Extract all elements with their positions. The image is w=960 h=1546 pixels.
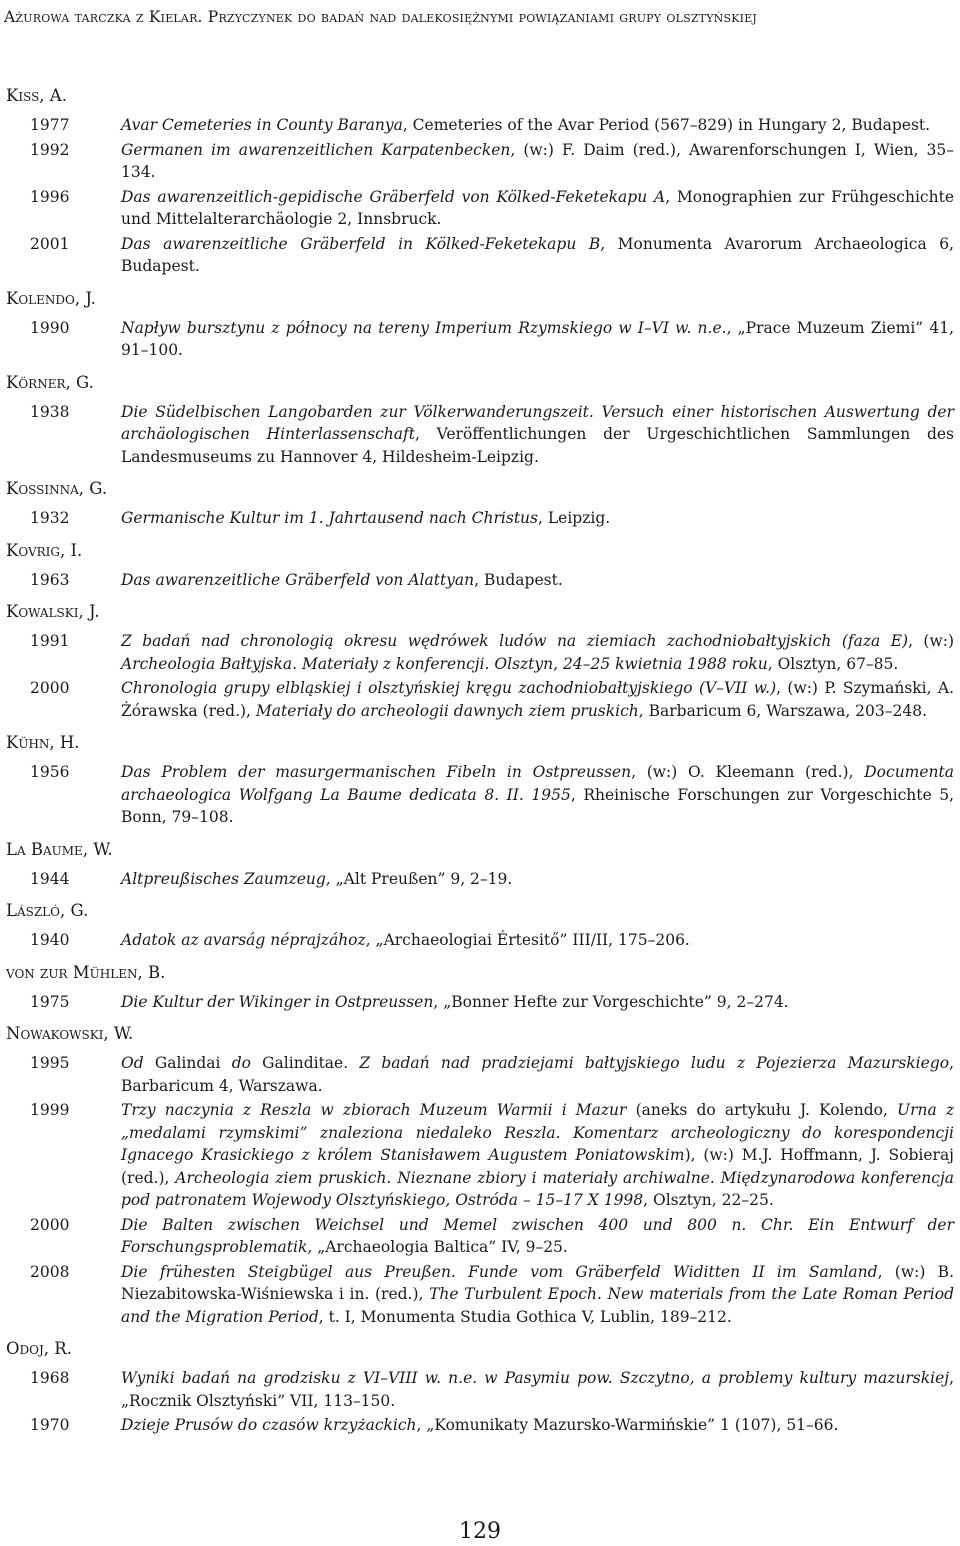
reference-text: , t. I, Monumenta Studia Gothica V, Lublin, 189–212. — [318, 1307, 732, 1326]
author-heading: Kovrig, I. — [6, 540, 83, 560]
author-heading: Kowalski, J. — [6, 602, 100, 621]
reference-title: Napływ bursztynu z północy na tereny Imperium Rzymskiego w I–VI w. n.e. — [121, 318, 727, 337]
entry-year: 1991 — [30, 632, 70, 650]
entry-year: 2000 — [30, 1215, 70, 1234]
entry-reference — [121, 677, 956, 722]
entry-reference — [121, 1261, 956, 1329]
reference-text: ), (w:) M.J. Hoffmann, J. Sobieraj (red.), — [121, 1146, 954, 1187]
reference-title: Das Problem der masurgermanischen Fibeln in Ostpreussen — [121, 763, 632, 781]
entry-year: 1940 — [30, 931, 70, 949]
reference-text: , „Archaeologiai Értesitő” III/II, 175–206. — [365, 931, 690, 949]
reference-title: Dzieje Prusów do czasów krzyżackich — [121, 1416, 417, 1434]
reference-text: , Olsztyn, 22–25. — [643, 1191, 774, 1209]
reference-title: Das awarenzeitliche Gräberfeld in Kölked-Feketekapu B — [121, 234, 601, 253]
entry-reference — [121, 630, 956, 675]
bibliography-entry — [6, 569, 956, 592]
entry-reference — [121, 507, 956, 530]
reference-title: do — [231, 1054, 251, 1072]
author-heading: Nowakowski, W. — [6, 1024, 134, 1043]
author-heading: Kühn, H. — [6, 733, 80, 752]
entry-year: 1975 — [30, 992, 70, 1011]
entry-year: 1963 — [30, 570, 70, 589]
reference-text: , (w:) — [908, 632, 954, 650]
bibliography-entry — [6, 186, 956, 231]
entry-reference — [121, 186, 956, 231]
entry-year: 1956 — [30, 763, 70, 781]
reference-title: Die Balten zwischen Weichsel und Memel zwischen 400 und 800 n. Chr. Ein Entwurf der Forschungsproblematik — [121, 1215, 954, 1256]
entry-year: 1977 — [30, 116, 70, 134]
bibliography-entry — [6, 1099, 956, 1212]
entry-reference — [121, 868, 956, 891]
reference-title: Die Kultur der Wikinger in Ostpreussen — [121, 992, 434, 1011]
reference-text: Galinditae. — [250, 1054, 360, 1072]
reference-title: Documenta archaeologica Wolfgang La Baume dedicata 8. II. 1955 — [121, 763, 954, 804]
reference-title: Avar Cemeteries in County Baranya — [121, 116, 403, 134]
reference-text: , Rheinische Forschungen zur Vorgeschichte 5, Bonn, 79–108. — [121, 785, 954, 826]
reference-text: , „Komunikaty Mazursko-Warmińskie” 1 (107), 51–66. — [416, 1416, 839, 1434]
reference-title: Z badań nad chronologią okresu wędrówek ludów na ziemiach zachodniobałtyjskich (faza E) — [121, 632, 909, 650]
entry-year: 1944 — [30, 869, 70, 888]
entry-year: 1995 — [30, 1054, 70, 1072]
reference-title: Die frühesten Steigbügel aus Preußen. Funde vom Gräberfeld Widitten II im Samland — [121, 1262, 878, 1281]
entry-year: 1992 — [30, 140, 70, 159]
entry-reference — [121, 929, 956, 952]
entry-reference — [121, 401, 956, 469]
bibliography-entry — [6, 233, 956, 278]
entry-reference — [121, 761, 956, 829]
bibliography-entry — [6, 1414, 956, 1437]
author-heading: László, G. — [6, 901, 89, 920]
entry-year: 1999 — [30, 1101, 70, 1119]
author-heading: Odoj, R. — [6, 1339, 72, 1358]
author-heading: Körner, G. — [6, 372, 94, 392]
bibliography-entry — [6, 868, 956, 891]
reference-text: , (w:) F. Daim (red.), Awarenforschungen I, Wien, 35–134. — [121, 140, 955, 181]
reference-text: , Cemeteries of the Avar Period (567–829) in Hungary 2, Budapest. — [402, 116, 931, 134]
bibliography-entry — [6, 677, 956, 722]
entry-year: 2008 — [30, 1262, 70, 1281]
entry-year: 1932 — [30, 509, 70, 527]
bibliography-entry — [6, 991, 956, 1014]
reference-title: Die Südelbischen Langobarden zur Völkerwanderungszeit. Versuch einer historischen Auswertung der archäologischen Hinterlassenschaft — [121, 402, 954, 443]
entry-reference — [121, 114, 956, 137]
author-heading: Kolendo, J. — [6, 288, 96, 308]
entry-year: 2000 — [30, 679, 70, 697]
reference-title: Altpreußisches Zaumzeug — [121, 869, 326, 888]
reference-title: Chronologia grupy elbląskiej i olsztyńskiej kręgu zachodniobałtyjskiego (V–VII w.) — [121, 679, 777, 697]
reference-text: , „Alt Preußen” 9, 2–19. — [325, 869, 513, 888]
author-heading: von zur Mühlen, B. — [6, 962, 166, 982]
author-heading: Kiss, A. — [6, 86, 67, 105]
bibliography-entry — [6, 929, 956, 952]
reference-text: , Budapest. — [474, 570, 563, 589]
entry-reference — [121, 139, 956, 184]
reference-text: , „Rocznik Olsztyński” VII, 113–150. — [121, 1369, 954, 1410]
bibliography-entry — [6, 114, 956, 137]
bibliography-entry — [6, 507, 956, 530]
reference-text: , „Archaeologia Baltica” IV, 9–25. — [307, 1238, 568, 1256]
bibliography-entry — [6, 630, 956, 675]
entry-year: 1996 — [30, 187, 70, 206]
entry-reference — [121, 1367, 956, 1412]
reference-text: , Olsztyn, 67–85. — [767, 654, 899, 673]
reference-text: , (w:) P. Szymański, A. Żórawska (red.), — [121, 679, 955, 720]
entry-year: 1938 — [30, 402, 70, 421]
author-heading: La Baume, W. — [6, 839, 113, 859]
reference-text: , Monumenta Avarorum Archaeologica 6, Budapest. — [121, 234, 954, 275]
entry-reference — [121, 317, 956, 362]
reference-title: Germanische Kultur im 1. Jahrtausend nach Christus — [121, 509, 538, 527]
reference-title: Od — [121, 1054, 144, 1072]
reference-title: Archeologia ziem pruskich. Nieznane zbiory i materiały archiwalne. Międzynarodowa konferencja pod patronatem Wojewody Olsztyńskiego, Ostróda – 15–17 X 1998 — [121, 1168, 954, 1209]
bibliography-entry — [6, 1214, 956, 1259]
reference-title: Adatok az avarság néprajzához — [121, 931, 366, 949]
bibliography-entry — [6, 401, 956, 469]
bibliography-entry — [6, 1367, 956, 1412]
entry-year: 1990 — [30, 318, 70, 337]
bibliography-entry — [6, 1052, 956, 1097]
reference-title: Germanen im awarenzeitlichen Karpatenbecken — [121, 140, 511, 159]
reference-title: Trzy naczynia z Reszla w zbiorach Muzeum Warmii i Mazur — [121, 1101, 627, 1119]
reference-title: Z badań nad pradziejami bałtyjskiego ludu z Pojezierza Mazurskiego — [359, 1054, 950, 1072]
reference-text: , „Bonner Hefte zur Vorgeschichte” 9, 2–274. — [433, 992, 789, 1011]
reference-text: , Veröffentlichungen der Urgeschichtlichen Sammlungen des Landesmuseums zu Hannover 4, Hildesheim-Leipzig. — [121, 425, 954, 466]
bibliography-entry — [6, 761, 956, 829]
entry-reference — [121, 233, 956, 278]
author-heading: Kossinna, G. — [6, 479, 108, 498]
reference-title: Das awarenzeitliche Gräberfeld von Alattyan — [121, 570, 475, 589]
bibliography — [6, 85, 956, 1439]
bibliography-entry — [6, 317, 956, 362]
reference-text: Galindai — [143, 1054, 232, 1072]
reference-text: , Monographien zur Frühgeschichte und Mittelalterarchäologie 2, Innsbruck. — [121, 187, 954, 228]
entry-reference — [121, 1214, 956, 1259]
reference-title: Materiały do archeologii dawnych ziem pruskich — [255, 701, 639, 720]
running-head: Ażurowa tarczka z Kielar. Przyczynek do badań nad dalekosiężnymi powiązaniami grupy olsztyńskiej — [4, 8, 758, 26]
entry-reference — [121, 1052, 956, 1097]
entry-year: 1970 — [30, 1416, 70, 1434]
page-number: 129 — [459, 1519, 501, 1544]
entry-year: 1968 — [30, 1369, 70, 1387]
reference-text: (aneks do artykułu J. Kolendo, — [626, 1101, 897, 1119]
reference-text: , Barbaricum 4, Warszawa. — [121, 1054, 955, 1095]
entry-reference — [121, 991, 956, 1014]
reference-title: The Turbulent Epoch. New materials from the Late Roman Period and the Migration Period — [121, 1285, 955, 1326]
reference-text: , Barbaricum 6, Warszawa, 203–248. — [638, 701, 928, 720]
bibliography-entry — [6, 139, 956, 184]
reference-text: , (w:) O. Kleemann (red.), — [631, 763, 865, 781]
reference-text: , (w:) B. Niezabitowska-Wiśniewska i in. (red.), — [121, 1262, 954, 1303]
reference-text: , Leipzig. — [538, 509, 611, 527]
reference-title: Wyniki badań na grodzisku z VI–VIII w. n.e. w Pasymiu pow. Szczytno, a problemy kultury mazurskiej — [121, 1369, 950, 1387]
reference-title: Urna z „medalami rzymskimi” znaleziona niedaleko Reszla. Komentarz archeologiczny do korespondencji Ignacego Krasickiego z królem Stanisławem Augustem Poniatowskim — [121, 1101, 954, 1164]
reference-title: Archeologia Bałtyjska. Materiały z konferencji. Olsztyn, 24–25 kwietnia 1988 roku — [121, 654, 768, 673]
entry-reference — [121, 1414, 956, 1437]
reference-text: , „Prace Muzeum Ziemi” 41, 91–100. — [121, 318, 954, 359]
entry-reference — [121, 1099, 956, 1212]
bibliography-entry — [6, 1261, 956, 1329]
entry-year: 2001 — [30, 234, 70, 253]
entry-reference — [121, 569, 956, 592]
reference-title: Das awarenzeitlich-gepidische Gräberfeld von Kölked-Feketekapu A — [121, 187, 666, 206]
